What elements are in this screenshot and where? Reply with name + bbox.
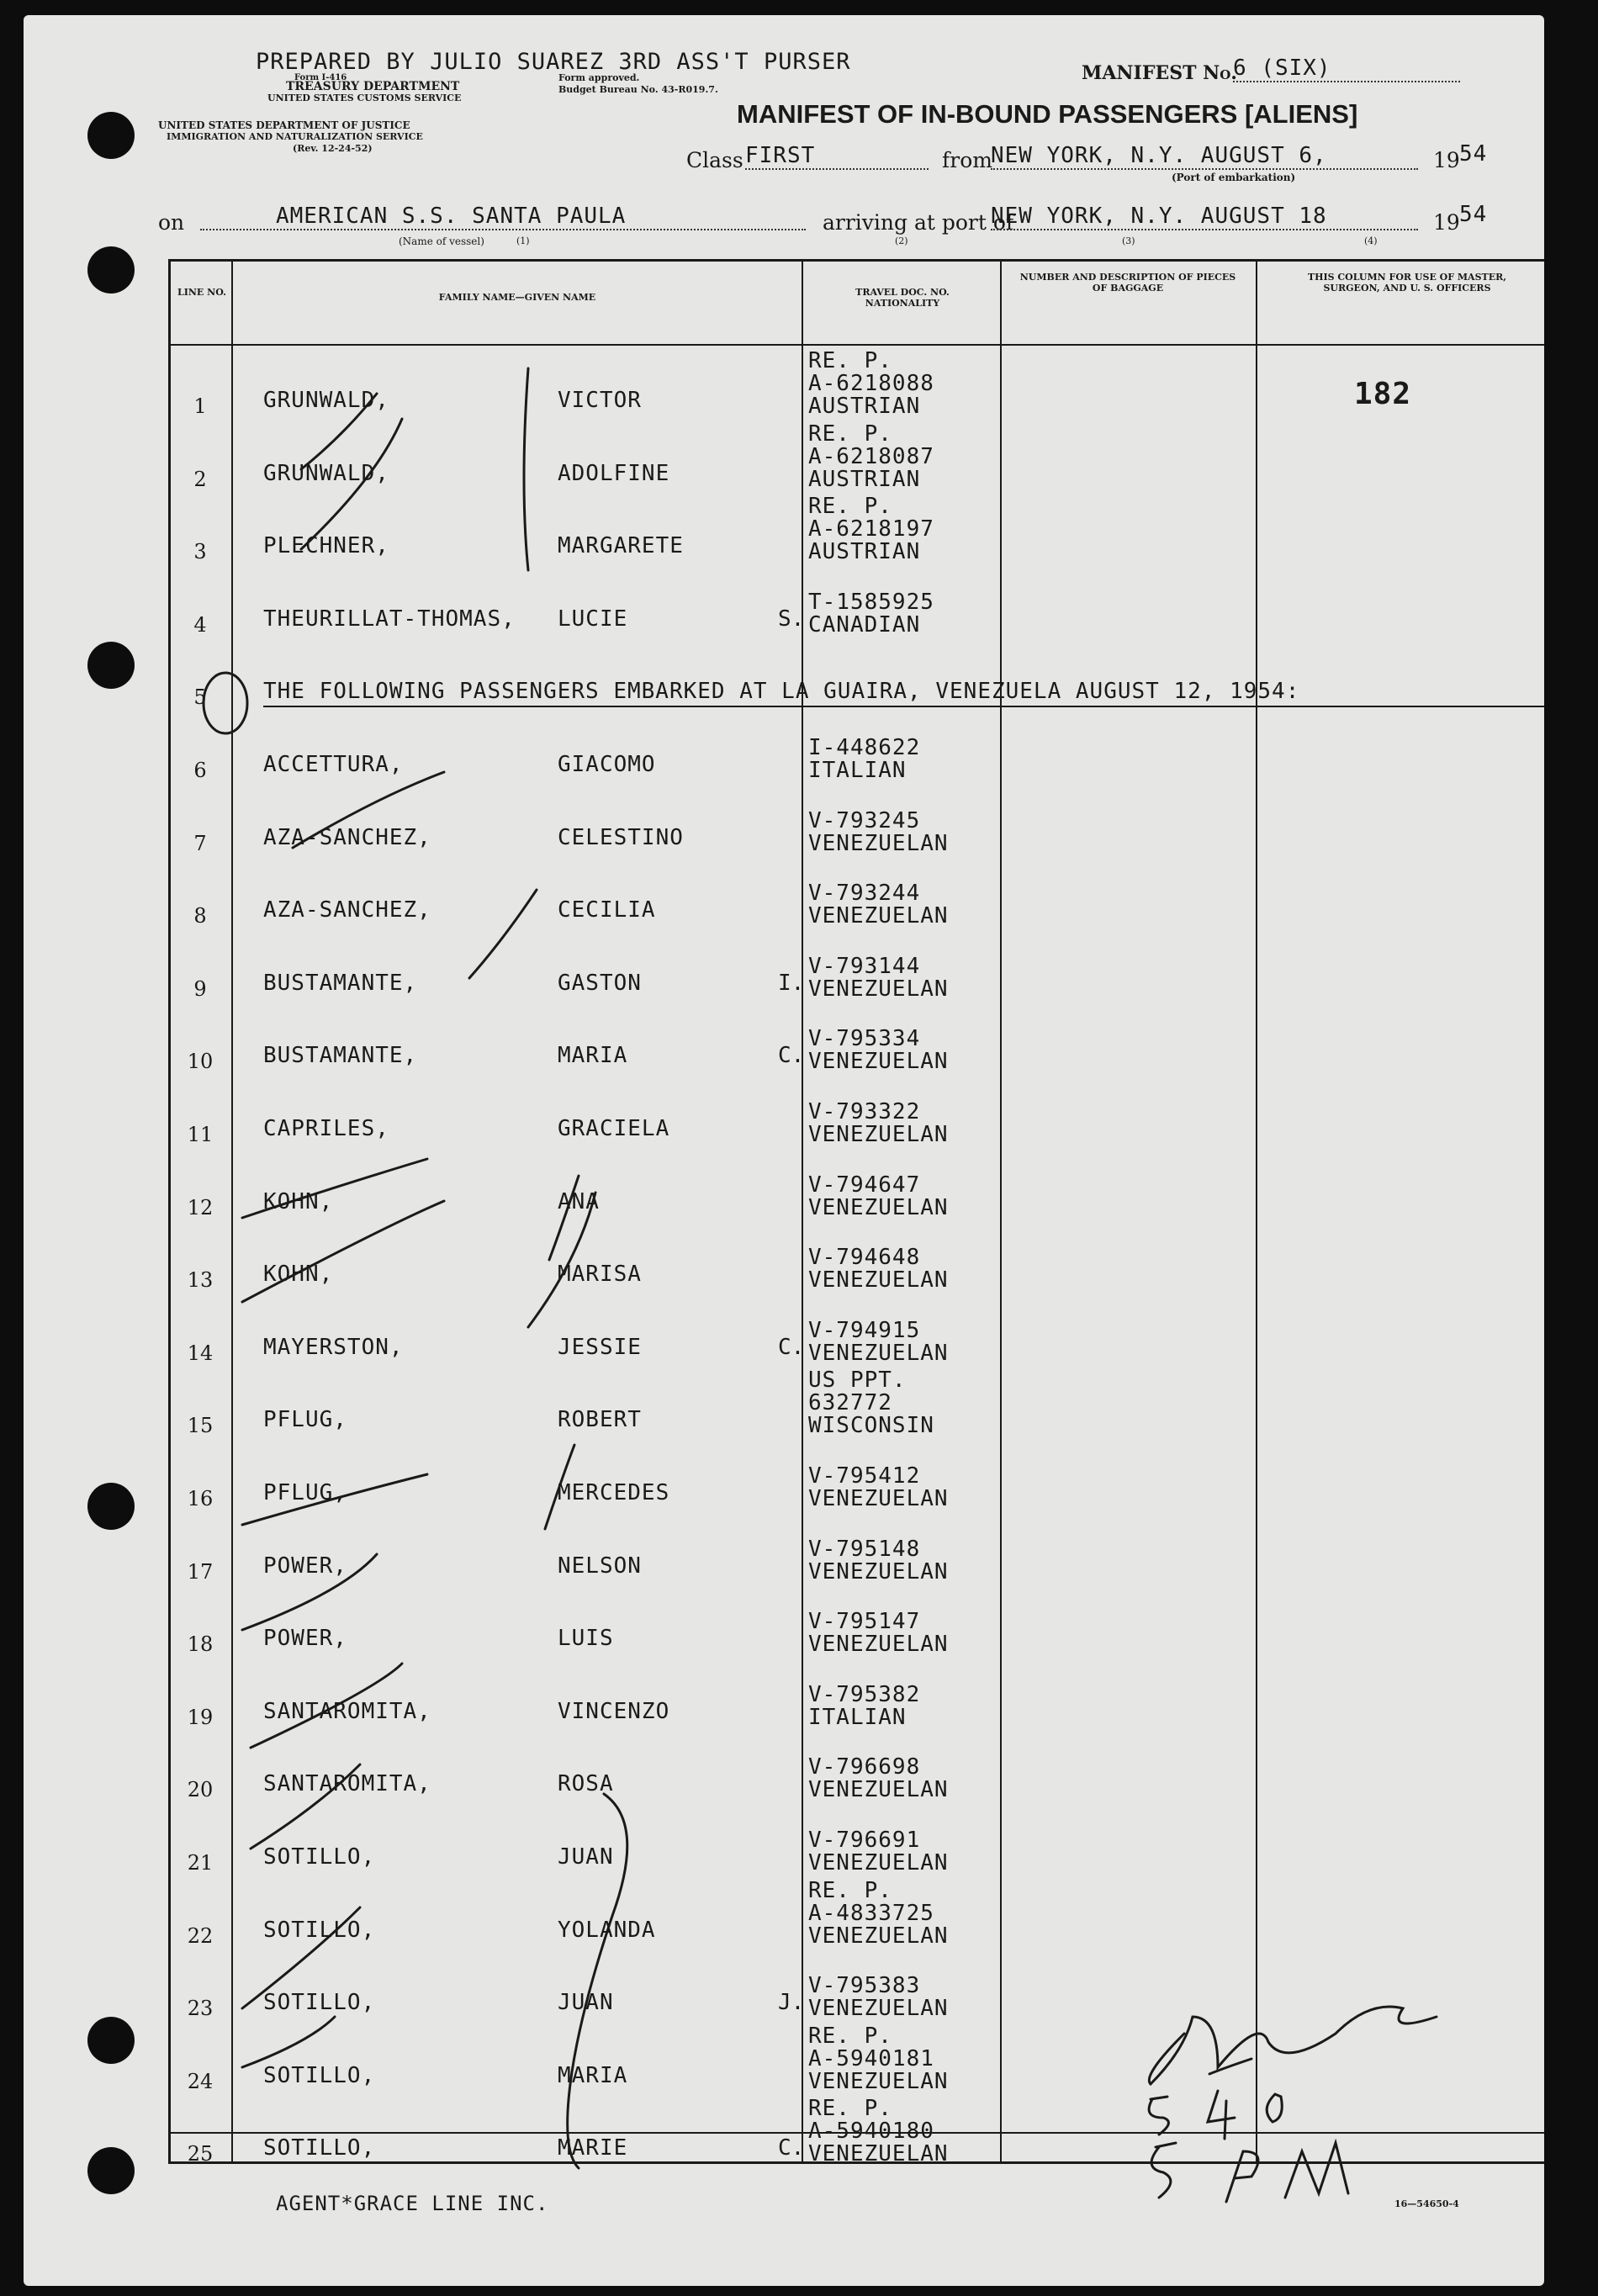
travel-doc-line: ITALIAN — [808, 758, 907, 783]
table-row — [171, 1003, 1544, 1075]
given-name: ROBERT — [558, 1407, 642, 1433]
line-number: 2 — [193, 467, 207, 491]
travel-doc — [808, 737, 920, 782]
line-number: 10 — [187, 1050, 214, 1074]
line-number: 7 — [193, 831, 207, 855]
arriving-label: arriving at port of — [823, 210, 1014, 235]
middle-initial: S. — [778, 606, 805, 632]
table-row — [171, 1221, 1544, 1293]
given-name: JESSIE — [558, 1334, 642, 1360]
line-number: 5 — [193, 685, 207, 710]
col-2-number: (2) — [895, 235, 908, 246]
given-name: CECILIA — [558, 897, 656, 923]
travel-doc — [808, 2098, 949, 2166]
given-name: JUAN — [558, 1844, 614, 1870]
line-number: 1 — [193, 394, 207, 418]
travel-doc-line: ITALIAN — [808, 1704, 907, 1730]
travel-doc-line: VENEZUELAN — [808, 1777, 949, 1803]
manifest-no-label: MANIFEST No. — [1082, 62, 1237, 84]
travel-doc-line: VENEZUELAN — [808, 1486, 949, 1511]
given-name: GASTON — [558, 970, 642, 996]
manifest-title: MANIFEST OF IN-BOUND PASSENGERS [ALIENS] — [737, 99, 1358, 129]
travel-doc-line: A-5940180 — [808, 2119, 934, 2145]
family-name: AZA-SANCHEZ, — [263, 897, 431, 923]
header-travel-doc: TRAVEL DOC. NO. NATIONALITY — [855, 287, 950, 309]
travel-doc-line: VENEZUELAN — [808, 1850, 949, 1875]
customs-service: UNITED STATES CUSTOMS SERVICE — [267, 93, 462, 103]
travel-doc — [808, 1975, 949, 2020]
col-3-number: (3) — [1122, 235, 1135, 246]
family-name: GRUNWALD, — [263, 388, 389, 413]
family-name: ACCETTURA, — [263, 752, 404, 777]
table-row — [171, 421, 1544, 493]
col-4-number: (4) — [1364, 235, 1378, 246]
travel-doc-line: VENEZUELAN — [808, 1632, 949, 1658]
family-name: PFLUG, — [263, 1480, 347, 1505]
given-name: MARIA — [558, 1043, 628, 1069]
family-name: POWER, — [263, 1626, 347, 1652]
family-name: THEURILLAT-THOMAS, — [263, 606, 516, 632]
line-number: 4 — [193, 612, 207, 637]
given-name: MARIA — [558, 2062, 628, 2088]
table-row — [171, 1440, 1544, 1512]
family-name: SANTAROMITA, — [263, 1698, 431, 1724]
travel-doc — [808, 423, 934, 491]
table-row — [171, 1731, 1544, 1803]
travel-doc-line: RE. P. — [808, 1877, 892, 1903]
header-name: FAMILY NAME—GIVEN NAME — [438, 292, 596, 303]
family-name: PFLUG, — [263, 1407, 347, 1433]
travel-doc-line: VENEZUELAN — [808, 1558, 949, 1584]
table-row — [171, 1659, 1544, 1731]
travel-doc-line: V-795148 — [808, 1536, 921, 1562]
family-name: SOTILLO, — [263, 1917, 376, 1943]
travel-doc-line: RE. P. — [808, 2023, 892, 2049]
table-row — [171, 2095, 1544, 2167]
travel-doc — [808, 1611, 949, 1656]
travel-doc — [808, 955, 949, 1001]
ins: IMMIGRATION AND NATURALIZATION SERVICE — [167, 131, 423, 142]
year-prefix: 19 — [1433, 148, 1460, 172]
treasury-department: TREASURY DEPARTMENT — [286, 80, 460, 93]
table-row — [171, 1949, 1544, 2022]
arrival-year: 54 — [1459, 202, 1488, 227]
given-name: CELESTINO — [558, 824, 684, 850]
header-baggage: NUMBER AND DESCRIPTION OF PIECES OF BAGGAGE — [1019, 272, 1236, 294]
travel-doc-line: A-6218087 — [808, 443, 934, 469]
given-name: LUCIE — [558, 606, 628, 632]
manifest-table — [168, 259, 1544, 2167]
embarkation-port: NEW YORK, N.Y. AUGUST 6, — [991, 143, 1418, 170]
travel-doc-line: CANADIAN — [808, 611, 921, 637]
line-number: 11 — [187, 1123, 214, 1146]
family-name: PLECHNER, — [263, 533, 389, 559]
travel-doc-line: V-795382 — [808, 1681, 921, 1707]
table-row — [171, 347, 1544, 420]
class-label: Class — [686, 148, 743, 172]
travel-doc-line: VENEZUELAN — [808, 2141, 949, 2167]
travel-doc-line: V-796698 — [808, 1754, 921, 1780]
travel-doc-line: V-793244 — [808, 881, 921, 907]
travel-doc — [808, 495, 934, 563]
note-underline — [263, 706, 1544, 707]
travel-doc-line: US PPT. — [808, 1368, 907, 1394]
travel-doc — [808, 1369, 934, 1437]
travel-doc — [808, 591, 934, 637]
travel-doc-line: VENEZUELAN — [808, 1267, 949, 1293]
travel-doc-line: V-795334 — [808, 1026, 921, 1052]
travel-doc-line: VENEZUELAN — [808, 1049, 949, 1075]
line-number: 24 — [187, 2069, 214, 2093]
middle-initial: I. — [778, 970, 805, 996]
print-code: 16—54650-4 — [1394, 2198, 1459, 2209]
table-row — [171, 1149, 1544, 1221]
from-label: from — [942, 148, 992, 172]
line-number: 20 — [187, 1778, 214, 1802]
line-number: 14 — [187, 1341, 214, 1365]
line-number: 19 — [187, 1705, 214, 1729]
line-number: 6 — [193, 759, 207, 782]
family-name: MAYERSTON, — [263, 1334, 404, 1360]
travel-doc — [808, 882, 949, 928]
line-number: 17 — [187, 1559, 214, 1584]
family-name: KOHN, — [263, 1262, 334, 1288]
given-name: MARGARETE — [558, 533, 684, 559]
table-row — [171, 1585, 1544, 1658]
travel-doc-line: VENEZUELAN — [808, 2068, 949, 2094]
table-row — [171, 785, 1544, 857]
travel-doc — [808, 350, 934, 418]
tally-count: 182 — [1354, 377, 1412, 411]
travel-doc — [808, 1681, 921, 1730]
travel-doc-line: A-6218088 — [808, 371, 934, 396]
given-name: ADOLFINE — [558, 460, 670, 486]
binder-hole — [87, 1483, 135, 1530]
col-1-number: (1) — [516, 235, 530, 246]
table-row — [171, 566, 1544, 638]
given-name: YOLANDA — [558, 1917, 656, 1943]
travel-doc-line: V-793322 — [808, 1099, 921, 1124]
table-row — [171, 1294, 1544, 1367]
line-number: 15 — [187, 1414, 214, 1438]
travel-doc-line: AUSTRIAN — [808, 466, 921, 492]
port-embarkation-caption: (Port of embarkation) — [1172, 172, 1296, 183]
table-row — [171, 930, 1544, 1003]
travel-doc-line: V-794648 — [808, 1245, 921, 1271]
travel-doc-line: VENEZUELAN — [808, 830, 949, 856]
binder-hole — [87, 642, 135, 689]
line-number: 21 — [187, 1851, 214, 1875]
middle-initial: C. — [778, 2135, 805, 2161]
travel-doc — [808, 1538, 949, 1584]
given-name: VINCENZO — [558, 1698, 670, 1724]
table-row — [171, 2023, 1544, 2095]
travel-doc — [808, 2025, 949, 2093]
travel-doc-line: VENEZUELAN — [808, 1996, 949, 2022]
line-number: 25 — [187, 2142, 214, 2166]
table-row — [171, 1076, 1544, 1148]
family-name: SOTILLO, — [263, 1990, 376, 2016]
middle-initial: C. — [778, 1334, 805, 1360]
binder-hole — [87, 112, 135, 159]
on-label: on — [158, 210, 185, 235]
travel-doc — [808, 1465, 949, 1510]
header-line-no: LINE NO. — [177, 287, 226, 298]
line-number: 23 — [187, 1997, 214, 2021]
line-number: 22 — [187, 1923, 214, 1948]
travel-doc-line: RE. P. — [808, 2096, 892, 2122]
revision-date: (Rev. 12-24-52) — [293, 143, 373, 154]
travel-doc-line: V-793245 — [808, 807, 921, 833]
class-value: FIRST — [745, 143, 929, 170]
form-number: Form I-416 — [294, 73, 347, 82]
travel-doc-line: VENEZUELAN — [808, 1923, 949, 1949]
travel-doc — [808, 1101, 949, 1146]
given-name: GIACOMO — [558, 752, 656, 777]
table-row — [171, 1513, 1544, 1585]
travel-doc-line: V-795383 — [808, 1973, 921, 1999]
table-row — [171, 712, 1544, 784]
travel-doc-line: A-5940181 — [808, 2045, 934, 2071]
dept-of-justice: UNITED STATES DEPARTMENT OF JUSTICE — [158, 119, 410, 131]
given-name: LUIS — [558, 1626, 614, 1652]
table-row — [171, 638, 1544, 711]
line-number: 16 — [187, 1487, 214, 1510]
form-approved: Form approved. — [558, 72, 640, 83]
binder-hole — [87, 246, 135, 294]
travel-doc — [808, 1829, 949, 1875]
line-number: 18 — [187, 1632, 214, 1657]
travel-doc-line: RE. P. — [808, 494, 892, 520]
family-name: POWER, — [263, 1553, 347, 1579]
travel-doc-line: V-795412 — [808, 1463, 921, 1489]
family-name: SOTILLO, — [263, 2062, 376, 2088]
given-name: ANA — [558, 1188, 600, 1214]
binder-hole — [87, 2017, 135, 2064]
table-row — [171, 1877, 1544, 1949]
travel-doc-line: V-794647 — [808, 1172, 921, 1198]
agent-line: AGENT*GRACE LINE INC. — [276, 2192, 549, 2215]
arrival-port: NEW YORK, N.Y. AUGUST 18 — [991, 204, 1418, 230]
travel-doc-line: VENEZUELAN — [808, 1122, 949, 1147]
travel-doc-line: AUSTRIAN — [808, 539, 921, 565]
embarkation-note: THE FOLLOWING PASSENGERS EMBARKED AT LA GUAIRA, VENEZUELA AUGUST 12, 1954: — [263, 679, 1300, 705]
budget-bureau: Budget Bureau No. 43-R019.7. — [558, 84, 718, 95]
travel-doc-line: WISCONSIN — [808, 1413, 934, 1439]
travel-doc-line: VENEZUELAN — [808, 1194, 949, 1220]
table-row — [171, 493, 1544, 565]
given-name: MERCEDES — [558, 1480, 670, 1505]
travel-doc-line: V-795147 — [808, 1609, 921, 1635]
vessel-caption: (Name of vessel) — [399, 235, 484, 247]
given-name: MARISA — [558, 1262, 642, 1288]
given-name: JUAN — [558, 1990, 614, 2016]
binder-hole — [87, 2147, 135, 2194]
travel-doc-line: 632772 — [808, 1390, 892, 1416]
travel-doc-line: A-4833725 — [808, 1900, 934, 1926]
travel-doc-line: RE. P. — [808, 348, 892, 373]
table-row — [171, 1804, 1544, 1876]
travel-doc-line: T-1585925 — [808, 589, 934, 615]
family-name: SOTILLO, — [263, 1844, 376, 1870]
travel-doc-line: VENEZUELAN — [808, 903, 949, 929]
family-name: SANTAROMITA, — [263, 1771, 431, 1797]
travel-doc-line: VENEZUELAN — [808, 976, 949, 1002]
given-name: VICTOR — [558, 388, 642, 413]
manifest-sheet — [24, 15, 1544, 2286]
line-number: 3 — [193, 540, 207, 564]
manifest-number: 6 (SIX) — [1233, 56, 1460, 82]
travel-doc-line: VENEZUELAN — [808, 1340, 949, 1366]
travel-doc-line: V-793144 — [808, 953, 921, 979]
table-row — [171, 1367, 1544, 1439]
middle-initial: J. — [778, 1990, 805, 2016]
vessel-name: AMERICAN S.S. SANTA PAULA — [200, 204, 806, 230]
travel-doc — [808, 1756, 949, 1801]
travel-doc-line: V-796691 — [808, 1828, 921, 1853]
year-prefix-2: 19 — [1433, 210, 1460, 235]
family-name: GRUNWALD, — [263, 460, 389, 486]
family-name: BUSTAMANTE, — [263, 1043, 418, 1069]
travel-doc-line: I-448622 — [808, 735, 921, 760]
prepared-by: PREPARED BY JULIO SUAREZ 3RD ASS'T PURSER — [256, 49, 851, 75]
family-name: AZA-SANCHEZ, — [263, 824, 431, 850]
given-name: MARIE — [558, 2135, 628, 2161]
line-number: 8 — [193, 904, 207, 928]
family-name: SOTILLO, — [263, 2135, 376, 2161]
line-number: 12 — [187, 1195, 214, 1219]
travel-doc-line: A-6218197 — [808, 516, 934, 542]
table-row — [171, 857, 1544, 929]
line-number: 9 — [193, 976, 207, 1001]
embarkation-year: 54 — [1459, 141, 1488, 167]
line-number: 13 — [187, 1268, 214, 1293]
travel-doc-line: RE. P. — [808, 421, 892, 447]
family-name: BUSTAMANTE, — [263, 970, 418, 996]
family-name: CAPRILES, — [263, 1116, 389, 1141]
given-name: GRACIELA — [558, 1116, 670, 1141]
header-officers: THIS COLUMN FOR USE OF MASTER, SURGEON, AND U. S. OFFICERS — [1307, 272, 1507, 294]
given-name: ROSA — [558, 1771, 614, 1797]
family-name: KOHN, — [263, 1188, 334, 1214]
given-name: NELSON — [558, 1553, 642, 1579]
travel-doc — [808, 1246, 949, 1292]
travel-doc — [808, 1317, 949, 1366]
travel-doc-line: AUSTRIAN — [808, 394, 921, 419]
travel-doc — [808, 1028, 949, 1073]
middle-initial: C. — [778, 1043, 805, 1069]
travel-doc — [808, 1174, 949, 1219]
travel-doc — [808, 807, 949, 856]
travel-doc — [808, 1877, 949, 1949]
travel-doc-line: V-794915 — [808, 1317, 921, 1343]
